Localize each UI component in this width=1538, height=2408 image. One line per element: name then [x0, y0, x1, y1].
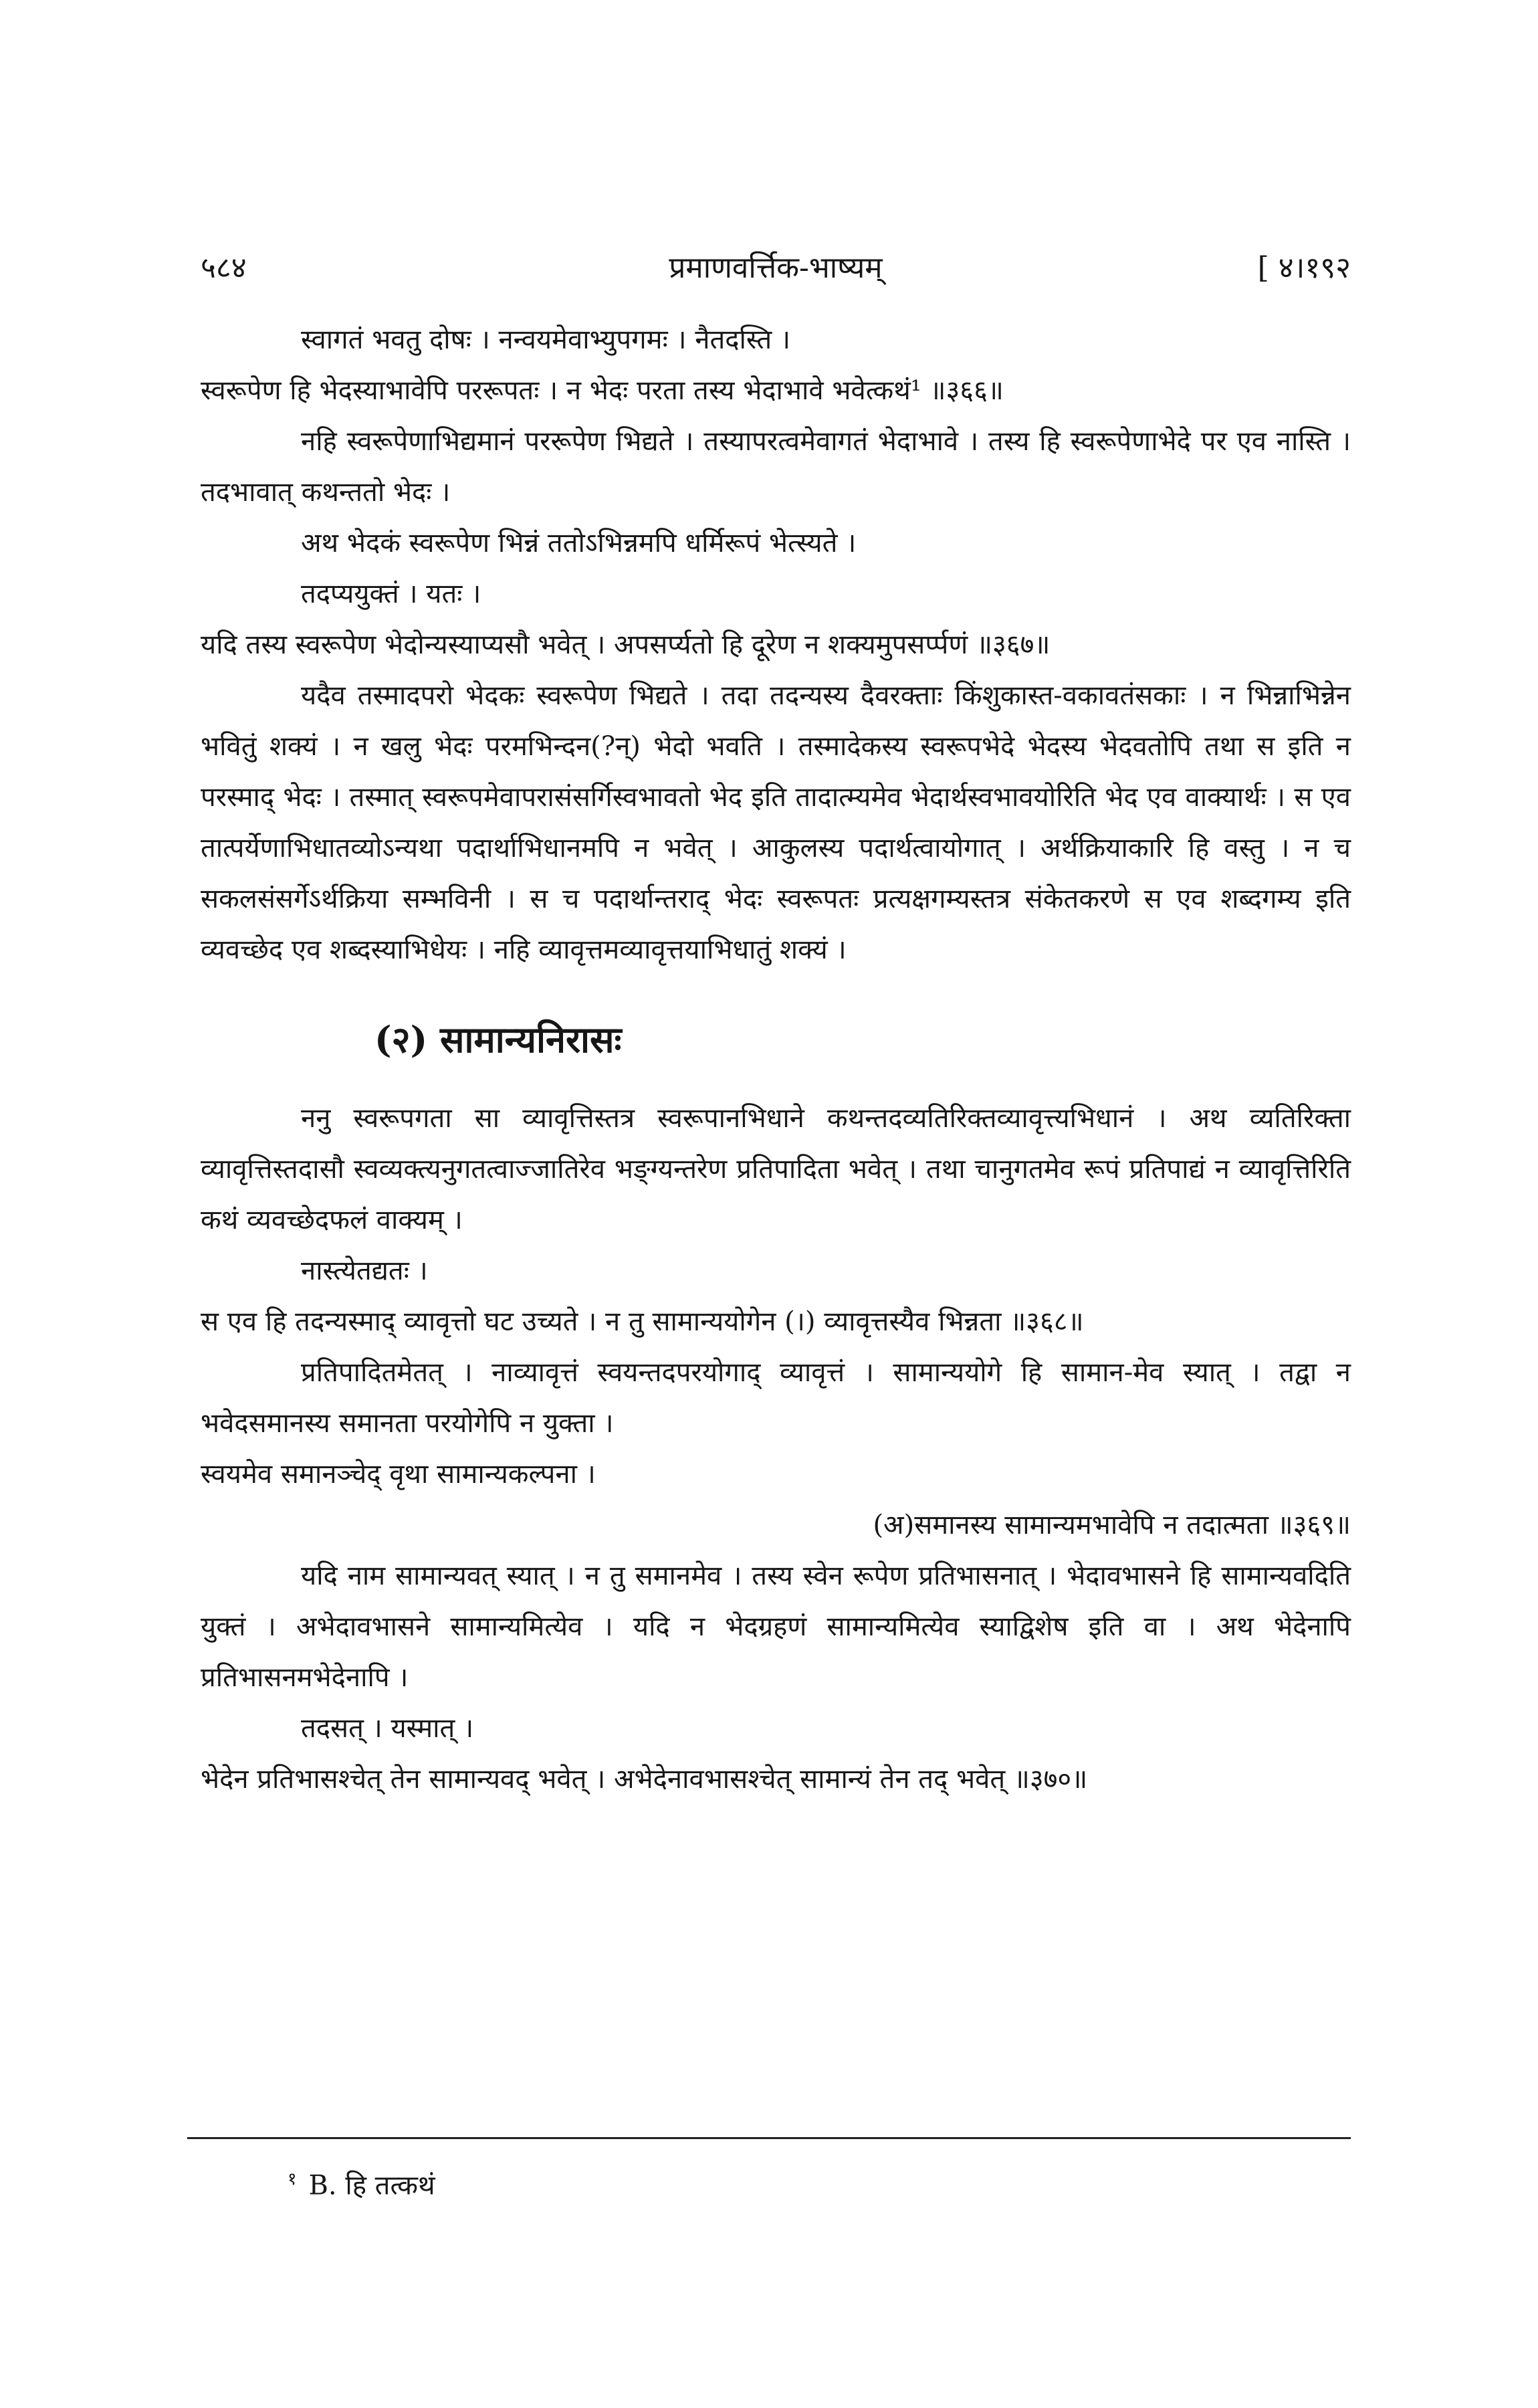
running-title: प्रमाणवर्त्तिक-भाष्यम् [669, 251, 883, 285]
footnote-marker: १ [288, 2169, 297, 2189]
verse-line: यदि तस्य स्वरूपेण भेदोन्यस्याप्यसौ भवेत् । अपसर्प्यतो हि दूरेण न शक्यमुपसर्प्पणं ॥३६७॥ [201, 629, 1051, 660]
page-number: ५८४ [201, 251, 247, 285]
verse-line: (अ)समानस्य सामान्यमभावेपि न तदात्मता ॥३६९॥ [873, 1510, 1351, 1540]
verse-line: भेदेन प्रतिभासश्चेत् तेन सामान्यवद् भवेत् । अभेदेनावभासश्चेत् सामान्यं तेन तद् भवेत् ॥३७०॥ [201, 1764, 1088, 1795]
running-head [201, 246, 1351, 293]
page-body [201, 314, 1351, 1805]
commentary-paragraph: प्रतिपादितमेतत् । नाव्यावृत्तं स्वयन्तदपरयोगाद् व्यावृत्तं । सामान्ययोगे हि सामान-मेव स्यात् । तद्वा न भवेदसमानस्य समानता परयोगेपि न युक्ता । [201, 1357, 1351, 1439]
footnote-text: B. हि तत्कथं [308, 2170, 435, 2201]
verse-line: स्वयमेव समानञ्चेद् वृथा सामान्यकल्पना । [201, 1459, 596, 1490]
commentary-paragraph: ननु स्वरूपगता सा व्यावृत्तिस्तत्र स्वरूपानभिधाने कथन्तदव्यतिरिक्तव्यावृत्त्यभिधानं । अथ व्यतिरिक्ता व्यावृत्तिस्तदासौ स्वव्यक्त्यनुगतत्वाज्जातिरेव भङ्ग्यन्तरेण प्रतिपादिता भवेत् । तथा चानुगतमेव रूपं प्रतिपाद्यं न व्यावृत्तिरिति कथं व्यवच्छेदफलं वाक्यम् । [201, 1103, 1351, 1235]
section-reference: [ ४।१९२ [1257, 251, 1351, 285]
commentary-paragraph: नहि स्वरूपेणाभिद्यमानं पररूपेण भिद्यते । तस्यापरत्वमेवागतं भेदाभावे । तस्य हि स्वरूपेणाभेदे पर एव नास्ति । तदभावात् कथन्ततो भेदः । [201, 426, 1351, 508]
commentary-paragraph: तदसत् । यस्मात् । [301, 1713, 474, 1744]
commentary-paragraph: तदप्ययुक्तं । यतः । [301, 579, 481, 609]
commentary-paragraph: यदि नाम सामान्यवत् स्यात् । न तु समानमेव । तस्य स्वेन रूपेण प्रतिभासनात् । भेदावभासने हि सामान्यवदिति युक्तं । अभेदावभासने सामान्यमित्येव । यदि न भेदग्रहणं सामान्यमित्येव स्याद्विशेष इति वा । अथ भेदेनापि प्रतिभासनमभेदेनापि । [201, 1561, 1351, 1693]
commentary-paragraph: यदैव तस्मादपरो भेदकः स्वरूपेण भिद्यते । तदा तदन्यस्य दैवरक्ताः किंशुकास्त-वकावतंसकाः । न भिन्नाभिन्नेन भवितुं शक्यं । न खलु भेदः परमभिन्दन(?न्) भेदो भवति । तस्मादेकस्य स्वरूपभेदे भेदस्य भेदवतोपि तथा स इति न परस्माद् भेदः । तस्मात् स्वरूपमेवापरासंसर्गिस्वभावतो भेद इति तादात्म्यमेव भेदार्थस्वभावयोरिति भेद एव वाक्यार्थः । स एव तात्पर्येणाभिधातव्योऽन्यथा पदार्थाभिधानमपि न भवेत् । आकुलस्य पदार्थत्वायोगात् । अर्थक्रियाकारि हि वस्तु । न च सकलसंसर्गेऽर्थक्रिया सम्भविनी । स च पदार्थान्तराद् भेदः स्वरूपतः प्रत्यक्षगम्यस्तत्र संकेतकरणे स एव शब्दगम्य इति व्यवच्छेद एव शब्दस्याभिधेयः । नहि व्यावृत्तमव्यावृत्तयाभिधातुं शक्यं । [201, 680, 1351, 965]
footnote-rule [187, 2137, 1351, 2139]
commentary-paragraph: अथ भेदकं स्वरूपेण भिन्नं ततोऽभिन्नमपि धर्मिरूपं भेत्स्यते । [301, 528, 857, 559]
footnote [288, 2159, 435, 2205]
verse-line: स एव हि तदन्यस्माद् व्यावृत्तो घट उच्यते । न तु सामान्ययोगेन (।) व्यावृत्तस्यैव भिन्नता ॥३६८॥ [201, 1306, 1084, 1337]
section-heading: (२) सामान्यनिरासः [374, 1018, 622, 1061]
verse-line: स्वरूपेण हि भेदस्याभावेपि पररूपतः । न भेदः परता तस्य भेदाभावे भवेत्कथं¹ ॥३६६॥ [201, 375, 1004, 406]
commentary-paragraph: स्वागतं भवतु दोषः । नन्वयमेवाभ्युपगमः । नैतदस्ति । [301, 324, 791, 355]
commentary-paragraph: नास्त्येतद्यतः । [301, 1256, 428, 1286]
